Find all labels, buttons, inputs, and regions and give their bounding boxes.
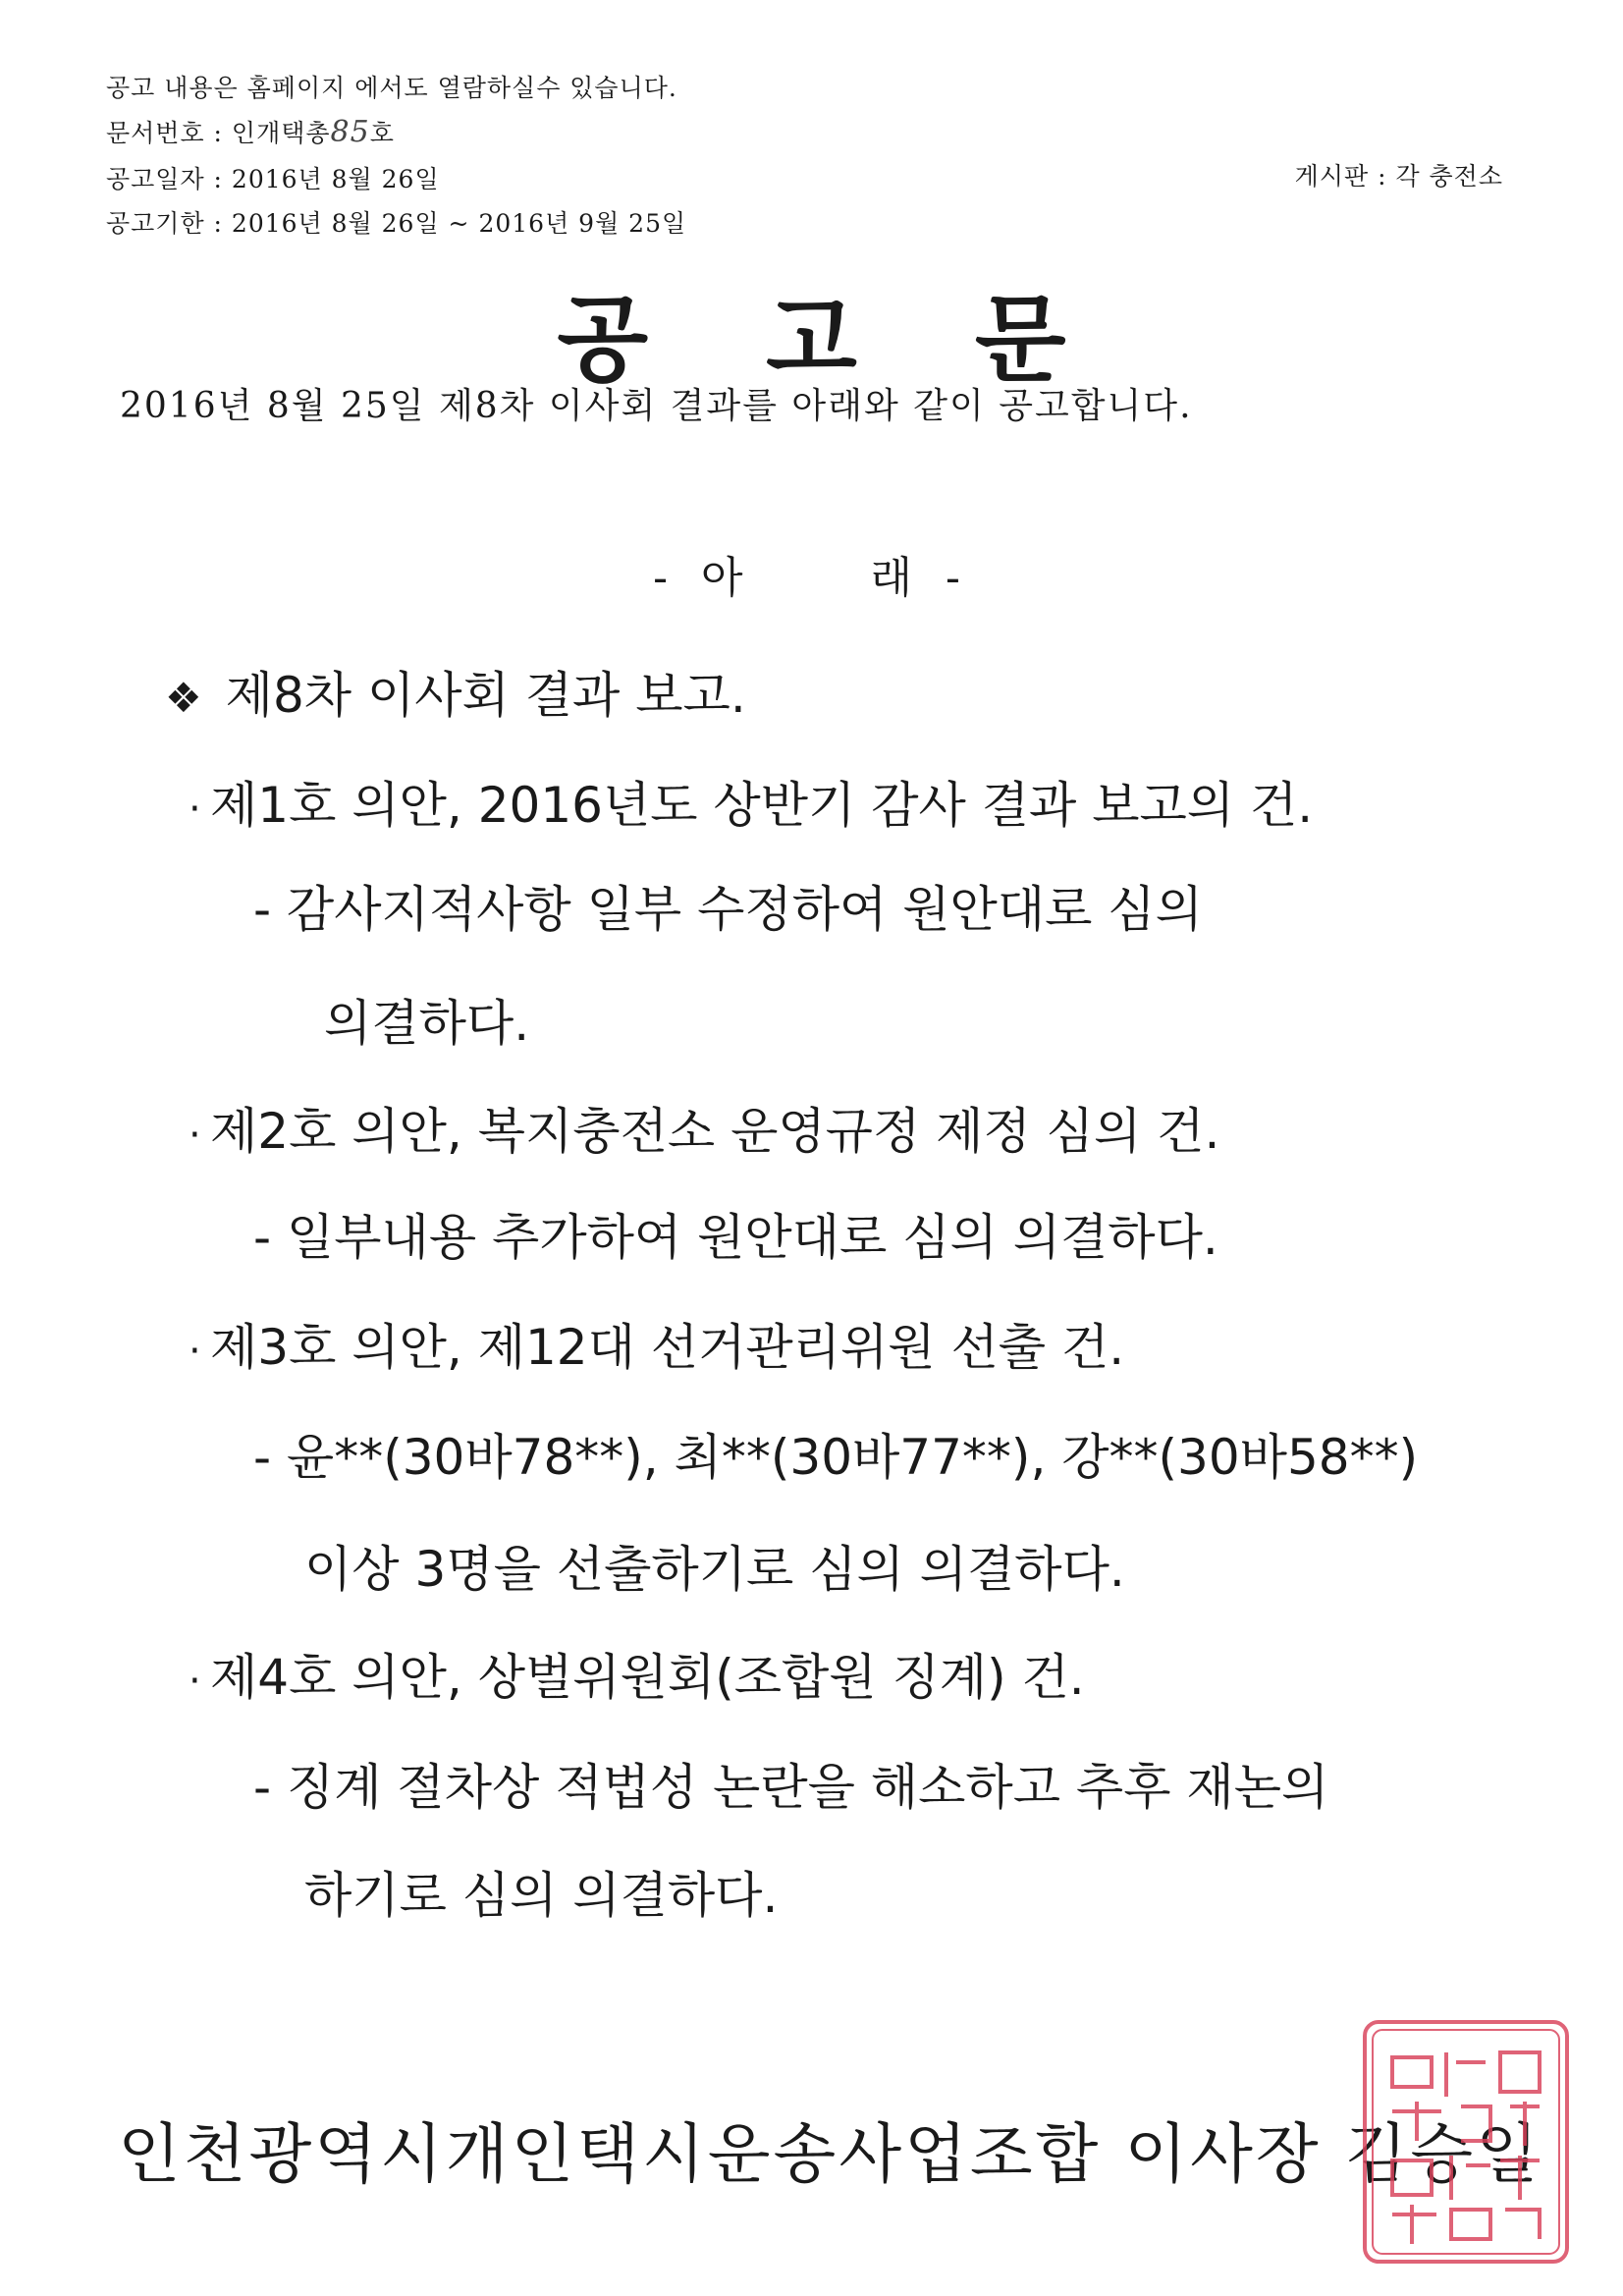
agenda-item-4-result-2: 하기로 심의 의결하다. — [304, 1867, 779, 1924]
document-number — [106, 114, 395, 149]
below-heading — [0, 542, 1623, 605]
below-heading-left: - 아 — [653, 553, 753, 603]
dot-bullet-icon: · — [189, 1113, 201, 1158]
dot-bullet-icon: · — [189, 1329, 201, 1374]
dot-bullet-icon: · — [189, 1659, 201, 1704]
agenda-item-4-result-1: - 징계 절차상 적법성 논란을 해소하고 추후 재논의 — [253, 1759, 1329, 1816]
signature-line: 인천광역시개인택시운송사업조합 이사장 김승일 — [118, 2116, 1542, 2192]
agenda-item-2-result-1: - 일부내용 추가하여 원안대로 심의 의결하다. — [253, 1209, 1218, 1266]
agenda-item-3-result-1: - 윤**(30바78**), 최**(30바77**), 강**(30바58**) — [253, 1429, 1419, 1486]
page-title: 공고문 — [557, 284, 1184, 395]
below-heading-right: 래 - — [870, 553, 970, 603]
agenda-item-1-result-1: - 감사지적사항 일부 수정하여 원안대로 심의 — [253, 881, 1203, 938]
homepage-notice: 공고 내용은 홈페이지 에서도 열람하실수 있습니다. — [106, 74, 677, 102]
agenda-item-4 — [189, 1638, 1085, 1709]
agenda-item-1-result-2: 의결하다. — [324, 995, 530, 1052]
diamond-bullet-icon: ❖ — [165, 674, 202, 722]
agenda-item-1-title: 제1호 의안, 2016년도 상반기 감사 결과 보고의 건. — [210, 777, 1314, 834]
document-number-label: 문서번호 : 인개택총 — [106, 119, 331, 147]
agenda-item-2-title: 제2호 의안, 복지충전소 운영규정 제정 심의 건. — [210, 1103, 1220, 1160]
intro-text: 2016년 8월 25일 제8차 이사회 결과를 아래와 같이 공고합니다. — [120, 386, 1193, 426]
document-number-suffix: 호 — [369, 119, 395, 147]
agenda-item-1 — [189, 766, 1313, 837]
notice-date: 공고일자 : 2016년 8월 26일 — [106, 165, 440, 193]
agenda-item-3-result-2: 이상 3명을 선출하기로 심의 의결하다. — [304, 1541, 1125, 1598]
bulletin-board: 게시판 : 각 충전소 — [1294, 162, 1503, 191]
agenda-item-4-title: 제4호 의안, 상벌위원회(조합원 징계) 건. — [210, 1649, 1085, 1706]
agenda-item-3-title: 제3호 의안, 제12대 선거관리위원 선출 건. — [210, 1319, 1125, 1376]
official-seal-icon — [1353, 2008, 1579, 2273]
section-heading — [165, 656, 746, 727]
section-heading-text: 제8차 이사회 결과 보고. — [225, 667, 746, 724]
agenda-item-3 — [189, 1308, 1124, 1379]
notice-period: 공고기한 : 2016년 8월 26일 ~ 2016년 9월 25일 — [106, 209, 687, 238]
dot-bullet-icon: · — [189, 787, 201, 832]
document-number-handwritten: 85 — [330, 115, 370, 149]
agenda-item-2 — [189, 1092, 1219, 1163]
